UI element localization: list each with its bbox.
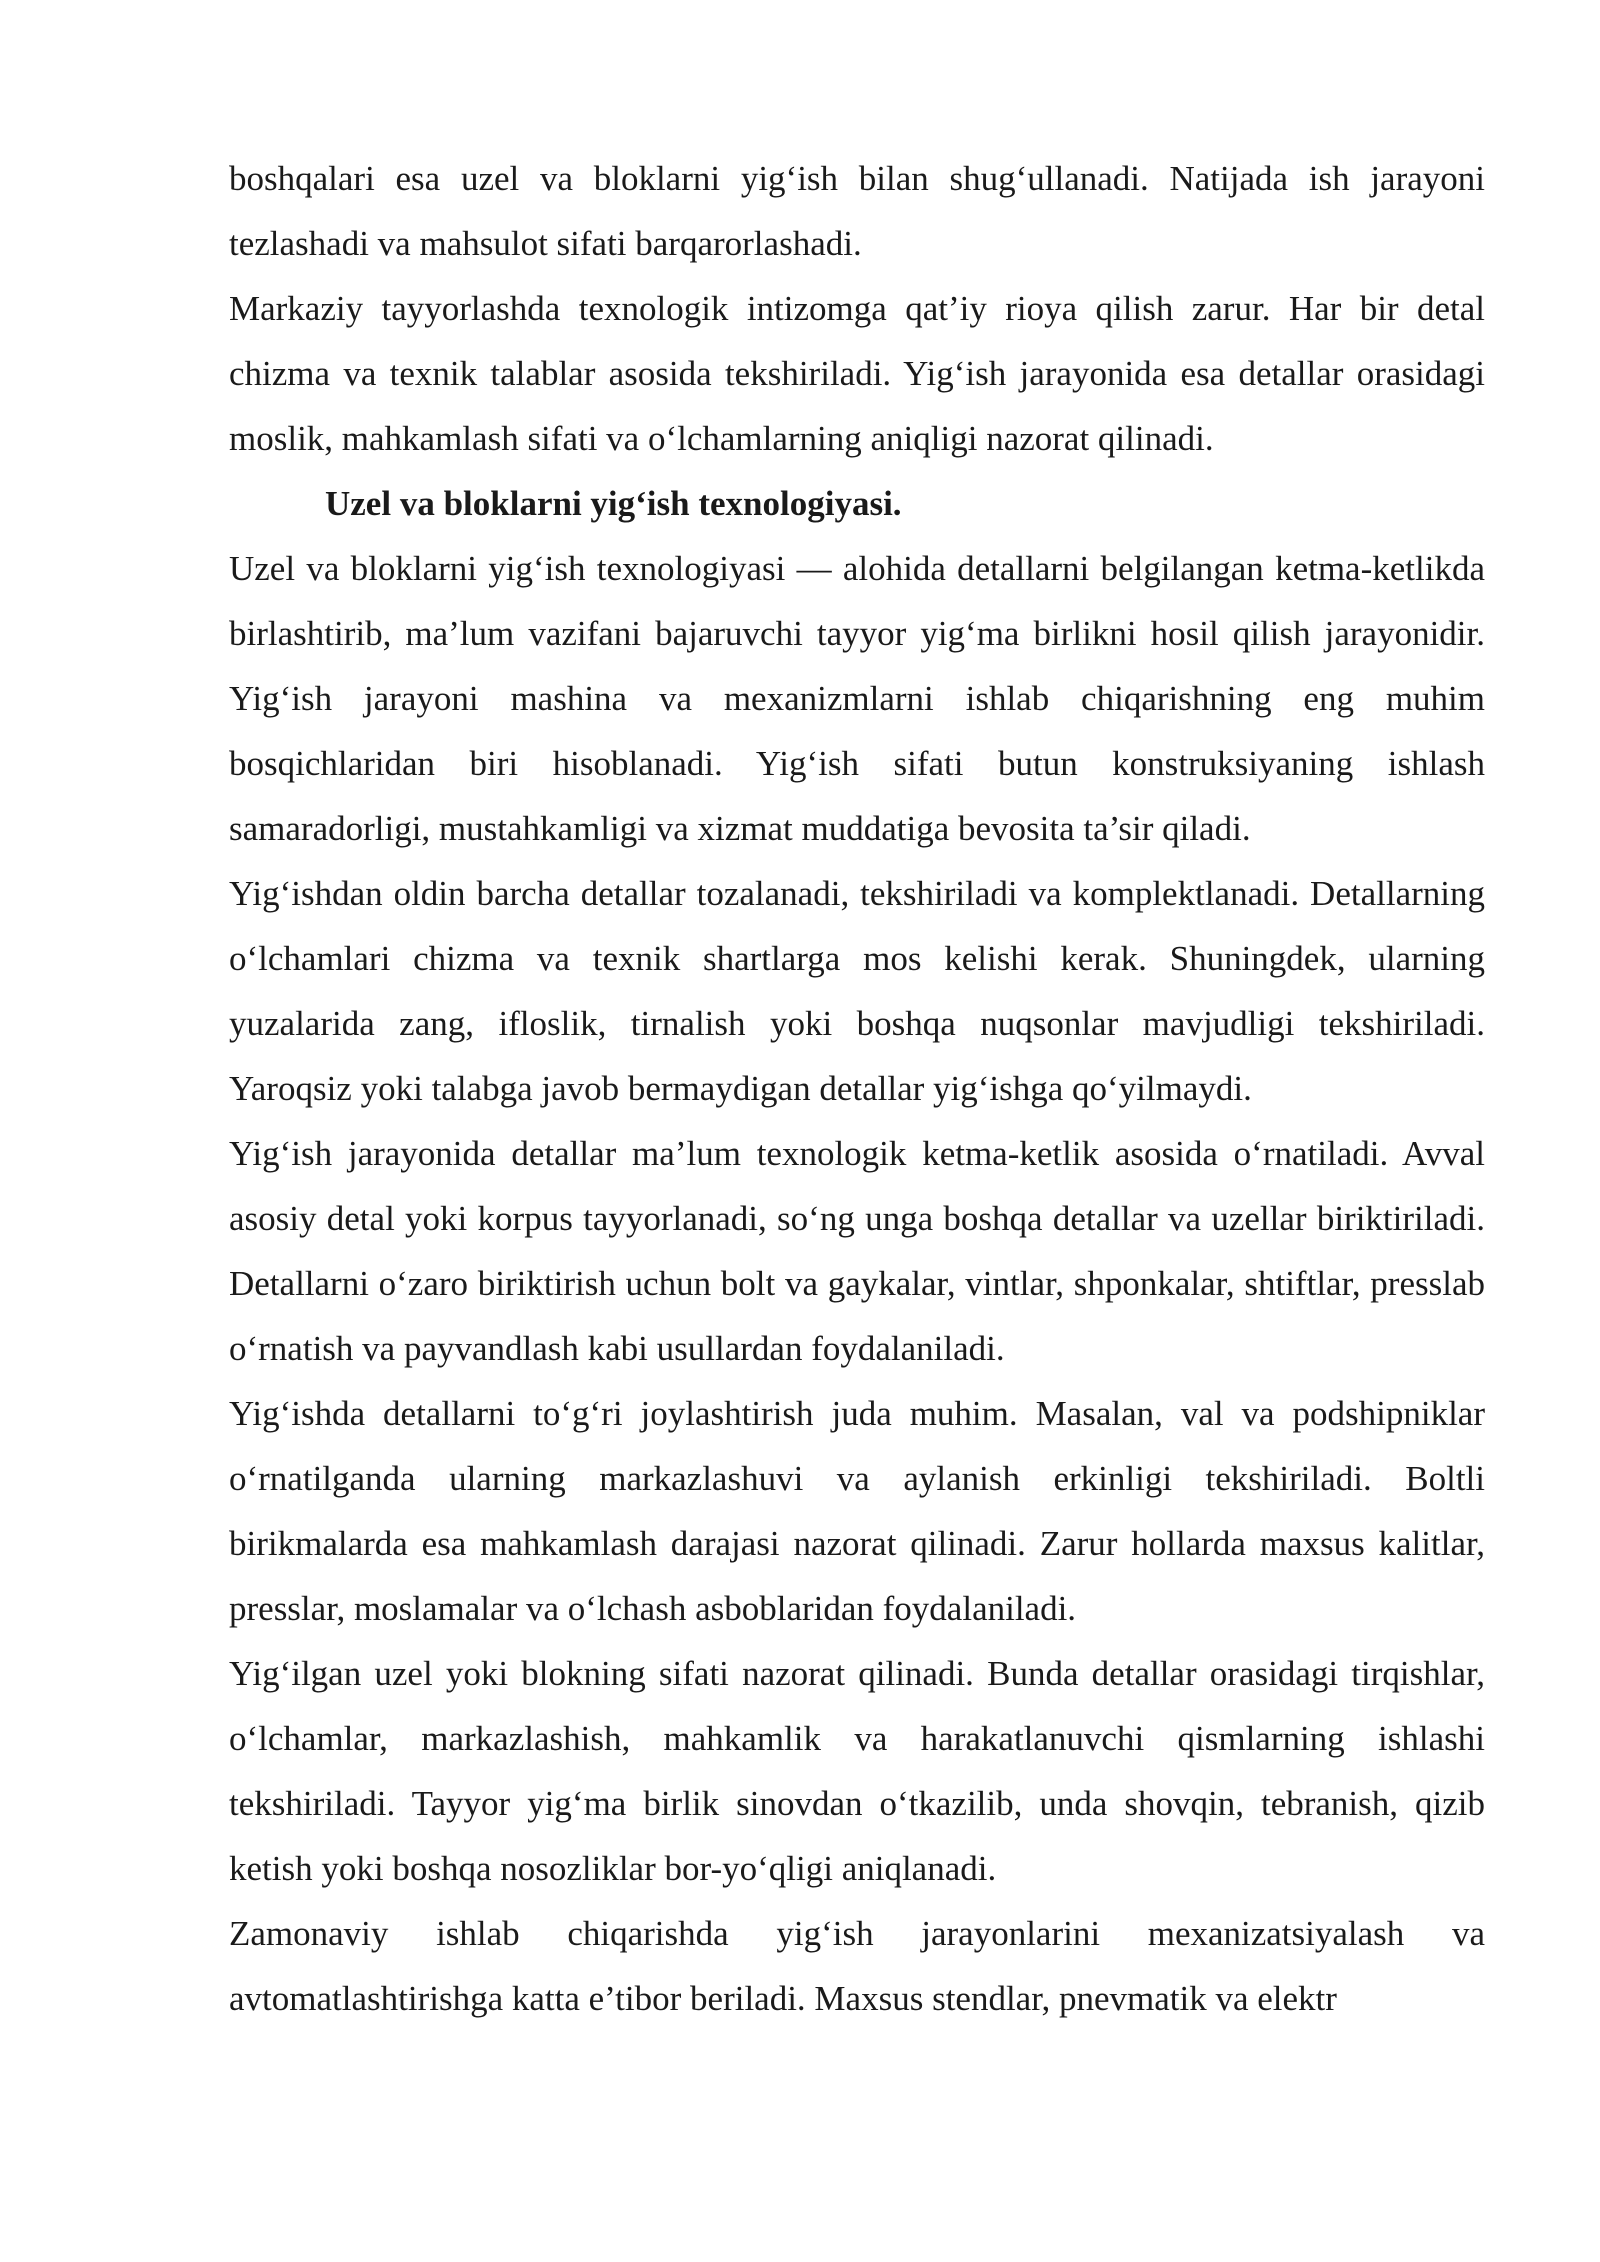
paragraph-intro: boshqalari esa uzel va bloklarni yig‘ish bilan shug‘ullanadi. Natijada ish jarayoni tezlashadi va mahsulot sifati barqarorlashadi. [229, 159, 1485, 263]
document-body [229, 146, 1485, 2031]
paragraph-assembly-sequence: Yig‘ish jarayonida detallar ma’lum texnologik ketma-ketlik asosida o‘rnatiladi. Avval asosiy detal yoki korpus tayyorlanadi, so‘ng unga boshqa detallar va uzellar biriktiriladi. Detallarni o‘zaro biriktirish uchun bolt va gaykalar, vintlar, shponkalar, shtiftlar, presslab o‘rnatish va payvandlash kabi usullardan foydalaniladi. [229, 1134, 1485, 1368]
paragraph-pre-assembly-check: Yig‘ishdan oldin barcha detallar tozalanadi, tekshiriladi va komplektlanadi. Detallarning o‘lchamlari chizma va texnik shartlarga mos kelishi kerak. Shuningdek, ularning yuzalarida zang, ifloslik, tirnalish yoki boshqa nuqsonlar mavjudligi tekshiriladi. Yaroqsiz yoki talabga javob bermaydigan detallar yig‘ishga qo‘yilmaydi. [229, 874, 1485, 1108]
section-heading: Uzel va bloklarni yig‘ish texnologiyasi. [325, 484, 902, 523]
paragraph-central-preparation: Markaziy tayyorlashda texnologik intizomga qat’iy rioya qilish zarur. Har bir detal chizma va texnik talablar asosida tekshiriladi. Yig‘ish jarayonida esa detallar orasidagi moslik, mahkamlash sifati va o‘lchamlarning aniqligi nazorat qilinadi. [229, 289, 1485, 458]
paragraph-assembly-definition: Uzel va bloklarni yig‘ish texnologiyasi — alohida detallarni belgilangan ketma-ketlikda birlashtirib, ma’lum vazifani bajaruvchi tayyor yig‘ma birlikni hosil qilish jarayonidir. Yig‘ish jarayoni mashina va mexanizmlarni ishlab chiqarishning eng muhim bosqichlaridan biri hisoblanadi. Yig‘ish sifati butun konstruksiyaning ishlash samaradorligi, mustahkamligi va xizmat muddatiga bevosita ta’sir qiladi. [229, 549, 1485, 848]
paragraph-quality-control: Yig‘ilgan uzel yoki blokning sifati nazorat qilinadi. Bunda detallar orasidagi tirqishlar, o‘lchamlar, markazlashish, mahkamlik va harakatlanuvchi qismlarning ishlashi tekshiriladi. Tayyor yig‘ma birlik sinovdan o‘tkazilib, unda shovqin, tebranish, qizib ketish yoki boshqa nosozliklar bor-yo‘qligi aniqlanadi. [229, 1654, 1485, 1888]
paragraph-placement: Yig‘ishda detallarni to‘g‘ri joylashtirish juda muhim. Masalan, val va podshipniklar o‘rnatilganda ularning markazlashuvi va aylanish erkinligi tekshiriladi. Boltli birikmalarda esa mahkamlash darajasi nazorat qilinadi. Zarur hollarda maxsus kalitlar, presslar, moslamalar va o‘lchash asboblaridan foydalaniladi. [229, 1394, 1485, 1628]
paragraph-automation: Zamonaviy ishlab chiqarishda yig‘ish jarayonlarini mexanizatsiyalash va avtomatlashtirishga katta e’tibor beriladi. Maxsus stendlar, pnevmatik va elektr [229, 1914, 1485, 2018]
